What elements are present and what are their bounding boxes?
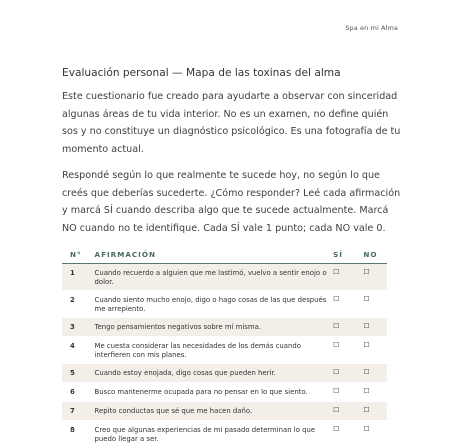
no-checkbox[interactable]: ☐: [363, 402, 387, 421]
row-statement: Me cuesta considerar las necesidades de los demás cuando interfieren con mis planes.: [95, 337, 334, 364]
row-number: 2: [62, 291, 95, 318]
row-number: 5: [62, 364, 95, 383]
yes-checkbox[interactable]: ☐: [333, 291, 363, 318]
yes-checkbox[interactable]: ☐: [333, 402, 363, 421]
table-row: [62, 402, 387, 421]
row-number: 3: [62, 318, 95, 337]
table-row: [62, 421, 387, 448]
row-number: 6: [62, 383, 95, 402]
no-checkbox[interactable]: ☐: [363, 383, 387, 402]
row-statement: Cuando estoy enojada, digo cosas que pueden herir.: [95, 364, 334, 383]
header-number: N°: [62, 245, 95, 264]
instructions-paragraph: Respondé según lo que realmente te sucede hoy, no según lo que creés que deberías sucederte. ¿Cómo responder? Leé cada afirmación y marcá SÍ cuando describa algo que te sucede actualmente. Marcá NO cuando no te identifique. Cada SÍ vale 1 punto; cada NO vale 0.: [62, 170, 401, 234]
yes-checkbox[interactable]: ☐: [333, 264, 363, 291]
no-checkbox[interactable]: ☐: [363, 364, 387, 383]
intro-paragraph: Este cuestionario fue creado para ayudarte a observar con sinceridad algunas áreas de tu vida interior. No es un examen, no define quién sos y no constituye un diagnóstico psicológico. Es una fotografía de tu momento actual.: [62, 91, 401, 155]
row-number: 1: [62, 264, 95, 291]
row-statement: Cuando siento mucho enojo, digo o hago cosas de las que después me arrepiento.: [95, 291, 334, 318]
row-statement: Repito conductas que sé que me hacen daño.: [95, 402, 334, 421]
table-row: [62, 364, 387, 383]
header-statement: AFIRMACIÓN: [95, 245, 334, 264]
header-no: NO: [363, 245, 387, 264]
row-statement: Creo que algunas experiencias de mi pasado determinan lo que puedo llegar a ser.: [95, 421, 334, 448]
no-checkbox[interactable]: ☐: [363, 421, 387, 448]
yes-checkbox[interactable]: ☐: [333, 364, 363, 383]
row-number: 8: [62, 421, 95, 448]
yes-checkbox[interactable]: ☐: [333, 318, 363, 337]
table-row: [62, 291, 387, 318]
table-header-row: [62, 245, 387, 264]
row-statement: Cuando recuerdo a alguien que me lastimó, vuelvo a sentir enojo o dolor.: [95, 264, 334, 291]
header-yes: SÍ: [333, 245, 363, 264]
yes-checkbox[interactable]: ☐: [333, 421, 363, 448]
questionnaire-table: [62, 245, 387, 448]
no-checkbox[interactable]: ☐: [363, 264, 387, 291]
row-number: 4: [62, 337, 95, 364]
row-statement: Busco mantenerme ocupada para no pensar en lo que siento.: [95, 383, 334, 402]
yes-checkbox[interactable]: ☐: [333, 383, 363, 402]
no-checkbox[interactable]: ☐: [363, 337, 387, 364]
table-row: [62, 383, 387, 402]
table-row: [62, 337, 387, 364]
table-row: [62, 264, 387, 291]
yes-checkbox[interactable]: ☐: [333, 337, 363, 364]
no-checkbox[interactable]: ☐: [363, 318, 387, 337]
page-title: Evaluación personal — Mapa de las toxinas del alma: [62, 67, 341, 79]
row-statement: Tengo pensamientos negativos sobre mí misma.: [95, 318, 334, 337]
table-row: [62, 318, 387, 337]
brand-label: Spa en mi Alma: [345, 24, 398, 32]
no-checkbox[interactable]: ☐: [363, 291, 387, 318]
row-number: 7: [62, 402, 95, 421]
